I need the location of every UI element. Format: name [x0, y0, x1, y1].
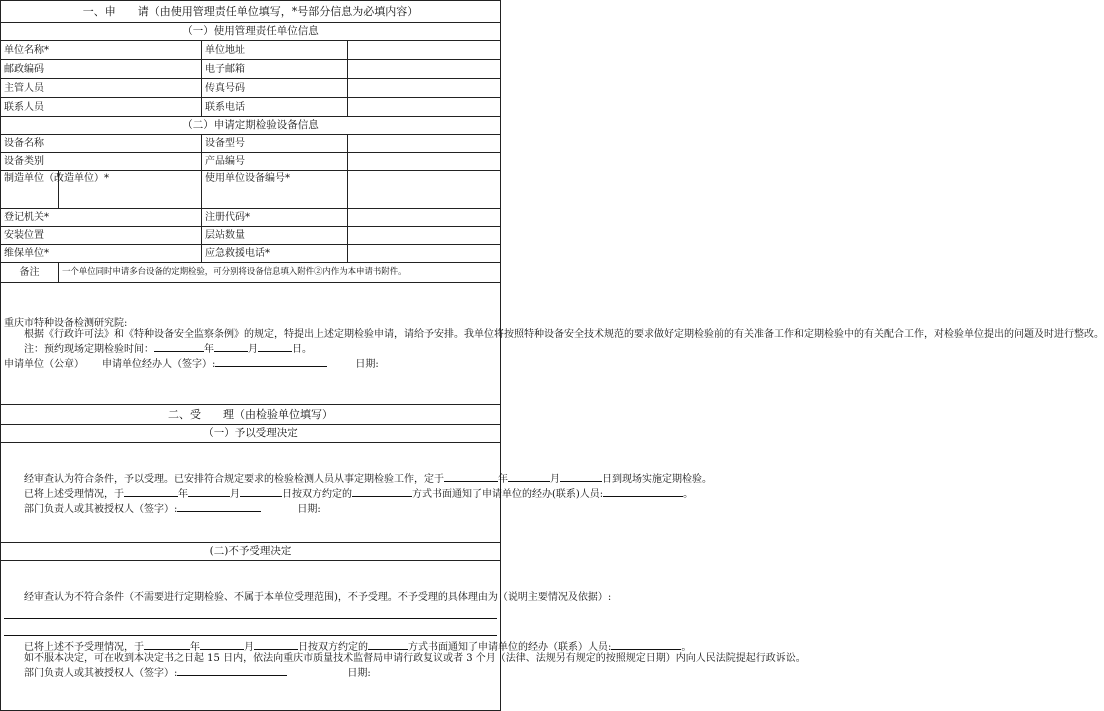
application-letter — [1, 283, 1104, 405]
label-device-model: 设备型号 — [202, 135, 348, 153]
label-fax: 传真号码 — [202, 79, 348, 98]
remark-text: 一个单位同时申请多台设备的定期检验，可分别将设备信息填入附件②内作为本申请书附件。 — [59, 263, 501, 283]
appointment-day-field[interactable] — [258, 340, 292, 352]
accept-text-d: 日到现场实施定期检验。 — [602, 474, 712, 485]
reject-decision-title: (二)不予受理决定 — [1, 543, 501, 561]
accept-sign-row — [4, 500, 497, 515]
reject-month-label: 月 — [244, 642, 254, 653]
reject-notify-text-d: 日按双方约定的 — [298, 642, 368, 653]
accept-paragraph — [4, 470, 712, 485]
field-fax[interactable] — [348, 79, 501, 98]
field-user-device-number[interactable] — [348, 171, 501, 209]
label-registration-authority: 登记机关* — [1, 209, 202, 227]
section-acceptance-title: 二、受 理（由检验单位填写） — [1, 405, 501, 425]
label-install-location: 安装位置 — [1, 227, 202, 245]
label-emergency-phone: 应急救援电话* — [202, 245, 348, 263]
appointment-note — [4, 340, 497, 355]
field-floor-stations[interactable] — [348, 227, 501, 245]
field-product-number[interactable] — [348, 153, 501, 171]
reject-sign-field[interactable] — [177, 664, 287, 676]
accept-text-a: 经审查认为符合条件，予以受理。已安排符合规定要求的检验检测人员从事定期检验工作，定于 — [24, 474, 444, 485]
appointment-year-field[interactable] — [154, 340, 204, 352]
reject-month-field[interactable] — [200, 638, 244, 650]
reject-notify-text-f: 。 — [681, 642, 692, 653]
label-supervisor: 主管人员 — [1, 79, 202, 98]
reject-sign-label: 部门负责人或其被授权人（签字）: — [24, 668, 178, 679]
label-device-category: 设备类别 — [1, 153, 202, 171]
notify-text-f: 。 — [683, 489, 694, 500]
label-device-name: 设备名称 — [1, 135, 202, 153]
label-email: 电子邮箱 — [202, 60, 348, 79]
label-contact-person: 联系人员 — [1, 98, 202, 117]
appointment-month-field[interactable] — [214, 340, 248, 352]
accept-month-field[interactable] — [508, 470, 550, 482]
field-email[interactable] — [348, 60, 501, 79]
notify-text-a: 已将上述受理情况，于 — [24, 489, 124, 500]
accept-sign-label: 部门负责人或其被授权人（签字）: — [24, 504, 178, 515]
label-maintenance-unit: 维保单位* — [1, 245, 202, 263]
day-label: 日。 — [292, 343, 312, 355]
reject-notify-paragraph — [4, 638, 692, 653]
label-contact-phone: 联系电话 — [202, 98, 348, 117]
reject-day-field[interactable] — [254, 638, 298, 650]
label-remark: 备注 — [1, 263, 59, 283]
unit-info-title: （一）使用管理责任单位信息 — [1, 23, 501, 41]
notify-text-e: 方式书面通知了申请单位的经办(联系)人员: — [412, 489, 604, 500]
letter-addressee: 重庆市特种设备检测研究院: — [4, 317, 128, 329]
accept-date-label: 日期: — [297, 504, 321, 515]
field-device-model[interactable] — [348, 135, 501, 153]
label-unit-address: 单位地址 — [202, 41, 348, 60]
reject-year-label: 年 — [190, 642, 200, 653]
field-unit-address[interactable] — [348, 41, 501, 60]
reject-reason-line-1[interactable] — [4, 604, 497, 619]
label-postal-code: 邮政编码 — [1, 60, 202, 79]
device-info-title: （二）申请定期检验设备信息 — [1, 117, 501, 135]
reject-date-label: 日期: — [347, 668, 371, 679]
label-manufacturer: 制造单位（改造单位）* — [1, 171, 59, 209]
reject-sign-row — [4, 664, 497, 679]
field-emergency-phone[interactable] — [348, 245, 501, 263]
label-floor-stations: 层站数量 — [202, 227, 348, 245]
accept-sign-field[interactable] — [177, 500, 261, 512]
letter-body: 根据《行政许可法》和《特种设备安全监察条例》的规定，特提出上述定期检验申请，请给予安排。我单位将按照特种设备安全技术规范的要求做好定期检验前的有关准备工作和定期检验中的有关配合工作，对检验单位提出的问题及时进行整改。 — [24, 328, 1104, 340]
notify-year-label: 年 — [178, 489, 188, 500]
label-product-number: 产品编号 — [202, 153, 348, 171]
accept-notify-paragraph — [4, 485, 694, 500]
reject-year-field[interactable] — [144, 638, 190, 650]
reject-method-field[interactable] — [368, 638, 408, 650]
accept-year-field[interactable] — [444, 470, 498, 482]
applicant-agent-field[interactable] — [215, 355, 327, 367]
accept-year-label: 年 — [498, 474, 508, 485]
reject-reason-line-2[interactable] — [4, 621, 497, 636]
reject-notify-text-a: 已将上述不予受理情况，于 — [24, 642, 144, 653]
accept-decision-body — [1, 443, 712, 543]
accept-day-field[interactable] — [560, 470, 602, 482]
accept-month-label: 月 — [550, 474, 560, 485]
label-registration-code: 注册代码* — [202, 209, 348, 227]
reject-notify-text-e: 方式书面通知了申请单位的经办（联系）人员: — [408, 642, 612, 653]
reject-reason-paragraph: 经审查认为不符合条件（不需要进行定期检验、不属于本单位受理范围)，不予受理。不予受理的具体理由为（说明主要情况及依据）: — [24, 592, 612, 603]
applicant-agent-label: 申请单位经办人（签字）: — [102, 358, 216, 370]
notify-method-field[interactable] — [352, 485, 412, 497]
field-contact-phone[interactable] — [348, 98, 501, 117]
label-unit-name: 单位名称* — [1, 41, 202, 60]
reject-decision-body — [1, 561, 806, 711]
accept-decision-title: （一）予以受理决定 — [1, 425, 501, 443]
section-application-title: 一、申 请（由使用管理责任单位填写，*号部分信息为必填内容） — [1, 1, 501, 23]
notify-contact-field[interactable] — [603, 485, 683, 497]
label-user-device-number: 使用单位设备编号* — [202, 171, 348, 209]
appeal-paragraph: 如不服本决定，可在收到本决定书之日起 15 日内，依法向重庆市质量技术监督局申请行政复议或者 3 个月（法律、法规另有规定的按照规定日期）内向人民法院提起行政诉讼。 — [24, 653, 806, 664]
notify-text-d: 日按双方约定的 — [282, 489, 352, 500]
applicant-sign-row — [4, 355, 497, 370]
notify-year-field[interactable] — [124, 485, 178, 497]
field-registration-code[interactable] — [348, 209, 501, 227]
applicant-seal-label: 申请单位（公章） — [4, 358, 84, 370]
reject-contact-field[interactable] — [611, 638, 681, 650]
notify-month-label: 月 — [230, 489, 240, 500]
month-label: 月 — [248, 343, 258, 355]
notify-day-field[interactable] — [240, 485, 282, 497]
year-label: 年 — [204, 343, 214, 355]
applicant-date-label: 日期: — [355, 358, 379, 370]
appointment-note-prefix: 注：预约现场定期检验时间： — [24, 343, 154, 355]
notify-month-field[interactable] — [188, 485, 230, 497]
